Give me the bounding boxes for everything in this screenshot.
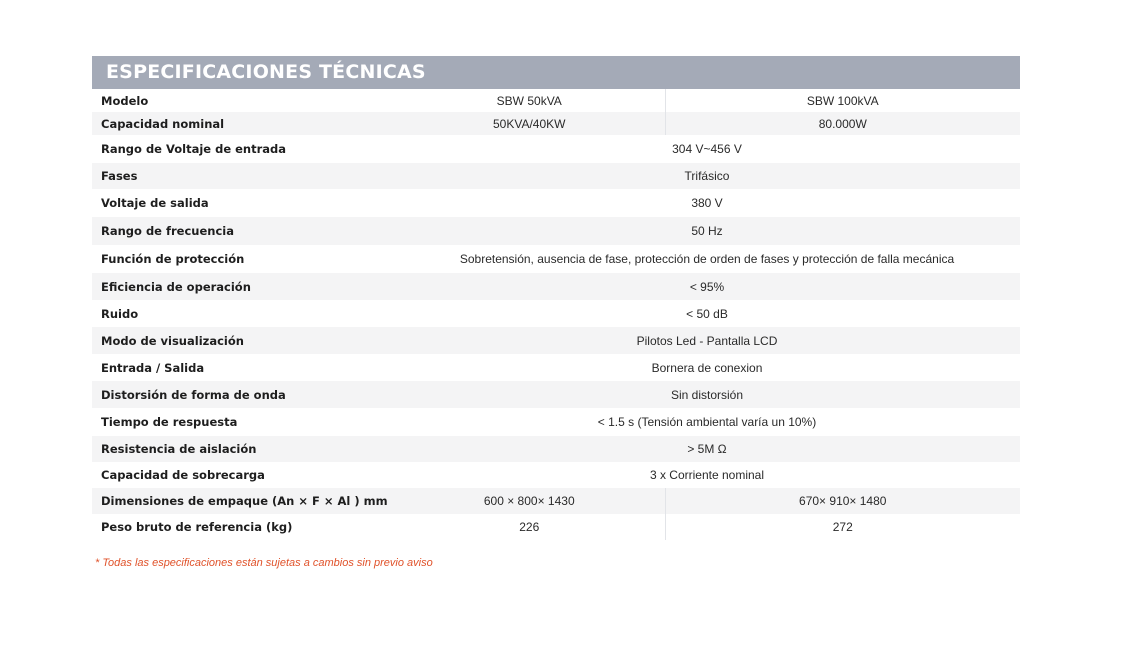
spec-label: Capacidad nominal — [92, 112, 394, 135]
table-row — [92, 488, 1020, 514]
spec-value: < 50 dB — [686, 306, 728, 321]
spec-value-50kva: 226 — [394, 514, 665, 540]
footnote: * Todas las especificaciones están sujetas a cambios sin previo aviso — [95, 557, 433, 569]
spec-label: Eficiencia de operación — [92, 273, 394, 300]
spec-sheet — [92, 56, 1020, 540]
table-row — [92, 327, 1020, 354]
spec-label: Fases — [92, 163, 394, 189]
table-row — [92, 189, 1020, 217]
spec-value-100kva: SBW 100kVA — [806, 93, 879, 108]
spec-label: Función de protección — [101, 252, 245, 266]
spec-value: 50 Hz — [394, 217, 1020, 245]
spec-label: Rango de frecuencia — [92, 217, 394, 245]
section-title: ESPECIFICACIONES TÉCNICAS — [92, 56, 1020, 89]
table-row — [92, 514, 1020, 540]
spec-label: Entrada / Salida — [101, 360, 205, 375]
spec-value: > 5M Ω — [394, 436, 1020, 462]
table-row — [92, 135, 1020, 163]
spec-label: Dimensiones de empaque (An × F × Al ) mm — [92, 488, 394, 514]
table-row — [92, 381, 1020, 408]
table-row — [92, 462, 1020, 488]
spec-value-50kva: SBW 50kVA — [394, 89, 665, 112]
spec-value: Pilotos Led - Pantalla LCD — [394, 327, 1020, 354]
table-row — [92, 89, 1020, 112]
spec-label: Tiempo de respuesta — [101, 415, 238, 429]
table-row — [92, 217, 1020, 245]
spec-value: 3 x Corriente nominal — [649, 468, 765, 482]
spec-value: < 95% — [394, 273, 1020, 300]
table-row — [92, 436, 1020, 462]
spec-label: Capacidad de sobrecarga — [101, 468, 265, 482]
spec-label: Voltaje de salida — [101, 196, 209, 210]
table-row — [92, 273, 1020, 300]
spec-value-100kva: 670× 910× 1480 — [665, 488, 1020, 514]
spec-table — [92, 89, 1020, 540]
table-row — [92, 300, 1020, 327]
spec-value: Trifásico — [394, 163, 1020, 189]
table-row — [92, 354, 1020, 381]
spec-label: Modo de visualización — [92, 327, 394, 354]
spec-label: Ruido — [101, 306, 139, 321]
spec-value-100kva: 272 — [832, 520, 853, 534]
spec-value: Bornera de conexion — [651, 360, 763, 375]
table-row — [92, 112, 1020, 135]
spec-value-50kva: 50KVA/40KW — [394, 112, 665, 135]
spec-value-100kva: 80.000W — [665, 112, 1020, 135]
spec-label: Distorsión de forma de onda — [92, 381, 394, 408]
spec-label: Resistencia de aislación — [92, 436, 394, 462]
spec-value: Sobretensión, ausencia de fase, protección de orden de fases y protección de falla mecánica — [459, 252, 955, 266]
table-row — [92, 163, 1020, 189]
spec-value: < 1.5 s (Tensión ambiental varía un 10%) — [597, 415, 817, 429]
table-row — [92, 245, 1020, 273]
spec-value: Sin distorsión — [394, 381, 1020, 408]
spec-value: 380 V — [691, 196, 723, 210]
spec-value-50kva: 600 × 800× 1430 — [394, 488, 665, 514]
spec-label: Modelo — [101, 93, 149, 108]
spec-label: Peso bruto de referencia (kg) — [101, 520, 293, 534]
spec-label: Rango de Voltaje de entrada — [101, 142, 287, 156]
spec-value: 304 V~456 V — [672, 142, 742, 156]
table-row — [92, 408, 1020, 436]
